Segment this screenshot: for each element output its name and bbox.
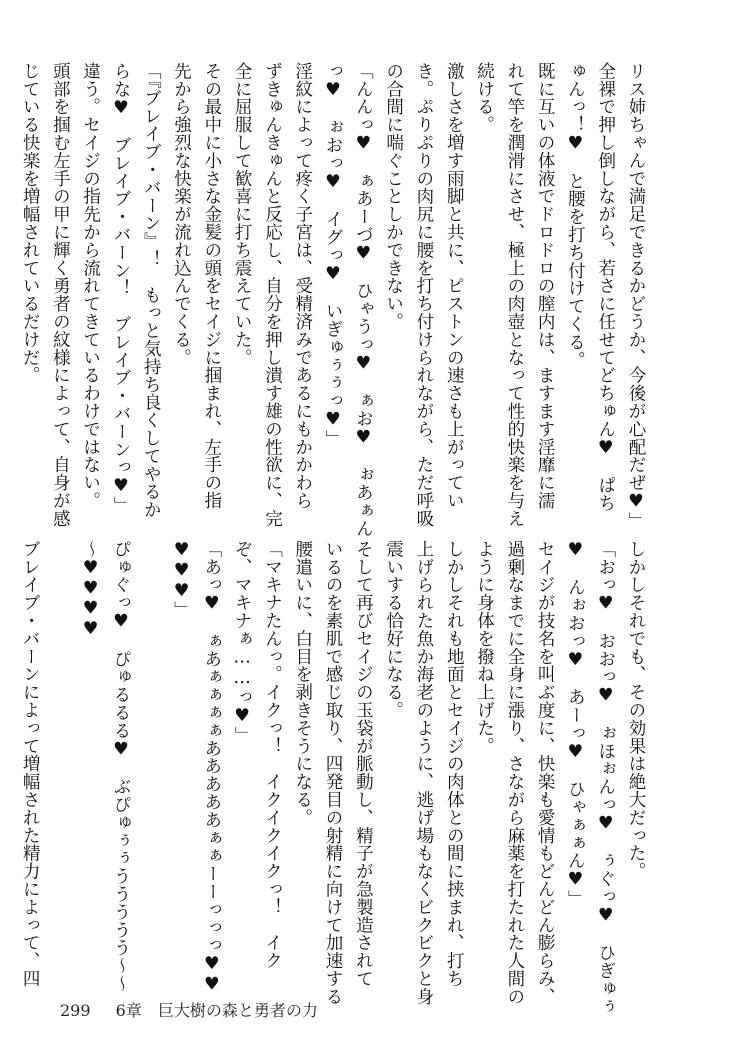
text-line: 全に屈服して歓喜に打ち震えていた。: [232, 62, 253, 367]
text-line: 「あっ♥ ぁあぁぁぁぁあああああぁぁーーっっっ♥♥: [201, 540, 222, 995]
text-line: らな♥ ブレイブ・バーン！ ブレイブ・バーンっ♥」: [110, 62, 131, 515]
text-line: れて竿を潤滑にさせ、極上の肉壺となって性的快楽を与え: [504, 62, 525, 528]
text-line: の合間に喘ぐことしかできない。: [383, 62, 404, 331]
text-line: ように身体を撥ね上げた。: [474, 540, 495, 755]
text-line: ♥ んぉおっ♥ あーっ♥ ひゃぁぁん♥」: [565, 540, 586, 908]
text-line: ずきゅんきゅんと反応し、自分を押し潰す雄の性欲に、完: [262, 62, 283, 528]
page-footer: [60, 998, 338, 1021]
text-line: ぞ、マキナぁ……っ♥」: [232, 540, 253, 745]
text-line: 激しさを増す雨脚と共に、ピストンの速さも上がってい: [444, 62, 465, 510]
text-line: しかしそれでも、その効果は絶大だった。: [626, 540, 646, 881]
chapter-title: 6章 巨大樹の森と勇者の力: [115, 1001, 318, 1020]
text-line: 「おっ♥ おおっ♥ ぉほぉんっ♥ ぅぐっ♥ ひぎゅぅ: [595, 540, 616, 1016]
text-line: セイジが技名を叫ぶ度に、快楽も愛情もどんどん膨らみ、: [535, 540, 556, 1006]
upper-text-block: [15, 62, 651, 538]
text-line: 〜♥♥♥♥: [80, 540, 101, 640]
text-line: 先から強烈な快楽が流れ込んでくる。: [171, 62, 192, 367]
text-line: っ♥ ぉおっ♥ イグっ♥ いぎゅぅぅっ♥」: [323, 62, 344, 448]
text-line: ゅんっ！♥ と腰を打ち付けてくる。: [565, 62, 586, 369]
page-number: 299: [60, 1001, 91, 1020]
text-line: 頭部を掴む左手の甲に輝く勇者の紋様によって、自身が感: [50, 62, 71, 528]
text-line: そして再びセイジの玉袋が脈動し、精子が急製造されて: [353, 540, 374, 988]
text-line: 「『ブレイブ・バーン』！ もっと気持ち良くしてやるか: [141, 62, 162, 519]
text-line: 全裸で押し倒しながら、若さに任せてどちゅん♥ ぱち: [595, 62, 616, 512]
text-line: 「マキナたんっ。イクっ！ イクイクイクっ！ イク: [262, 540, 283, 970]
text-line: いるのを素肌で感じ取り、四発目の射精に向けて加速する: [323, 540, 344, 1006]
text-line: 過剰なまでに全身に漲り、さながら麻薬を打たれた人間の: [504, 540, 525, 1006]
text-line: しかしそれも地面とセイジの肉体との間に挟まれ、打ち: [444, 540, 465, 988]
text-line: ♥♥♥」: [171, 540, 192, 620]
text-line: 既に互いの体液でドロドロの膣内は、ますます淫靡に濡: [535, 62, 556, 510]
text-line: ぴゅぐっ♥ ぴゅるるる♥ ぶぴゅぅぅううううう〜〜: [110, 540, 131, 993]
text-line: き。ぷりぷりの肉尻に腰を打ち付けられながら、ただ呼吸: [413, 62, 434, 528]
text-line: [45, 540, 75, 976]
text-line: リス姉ちゃんで満足できるかどうか、今後が心配だぜ♥」: [626, 62, 646, 530]
text-line: [136, 540, 166, 976]
text-line: 違う。セイジの指先から流れてきているわけではない。: [80, 62, 101, 510]
text-line: 震いする恰好になる。: [383, 540, 404, 719]
text-line: その最中に小さな金髪の頭をセイジに掴まれ、左手の指: [201, 62, 222, 510]
text-line: 腰遣いに、白目を剥きそうになる。: [292, 540, 313, 827]
text-line: 「んんっ♥ ぁあーづ♥ ひゃうっ♥ ぁお♥ ぉあぁん: [353, 62, 374, 538]
text-line: ブレイブ・バーンによって増幅された精力によって、四: [20, 540, 41, 988]
text-line: 淫紋によって疼く子宮は、受精済みであるにもかかわら: [292, 62, 313, 510]
text-line: じている快楽を増幅されているだけだ。: [20, 62, 41, 385]
text-line: 上げられた魚か海老のように、逃げ場もなくビクビクと身: [413, 540, 434, 1006]
text-line: 続ける。: [474, 62, 495, 134]
